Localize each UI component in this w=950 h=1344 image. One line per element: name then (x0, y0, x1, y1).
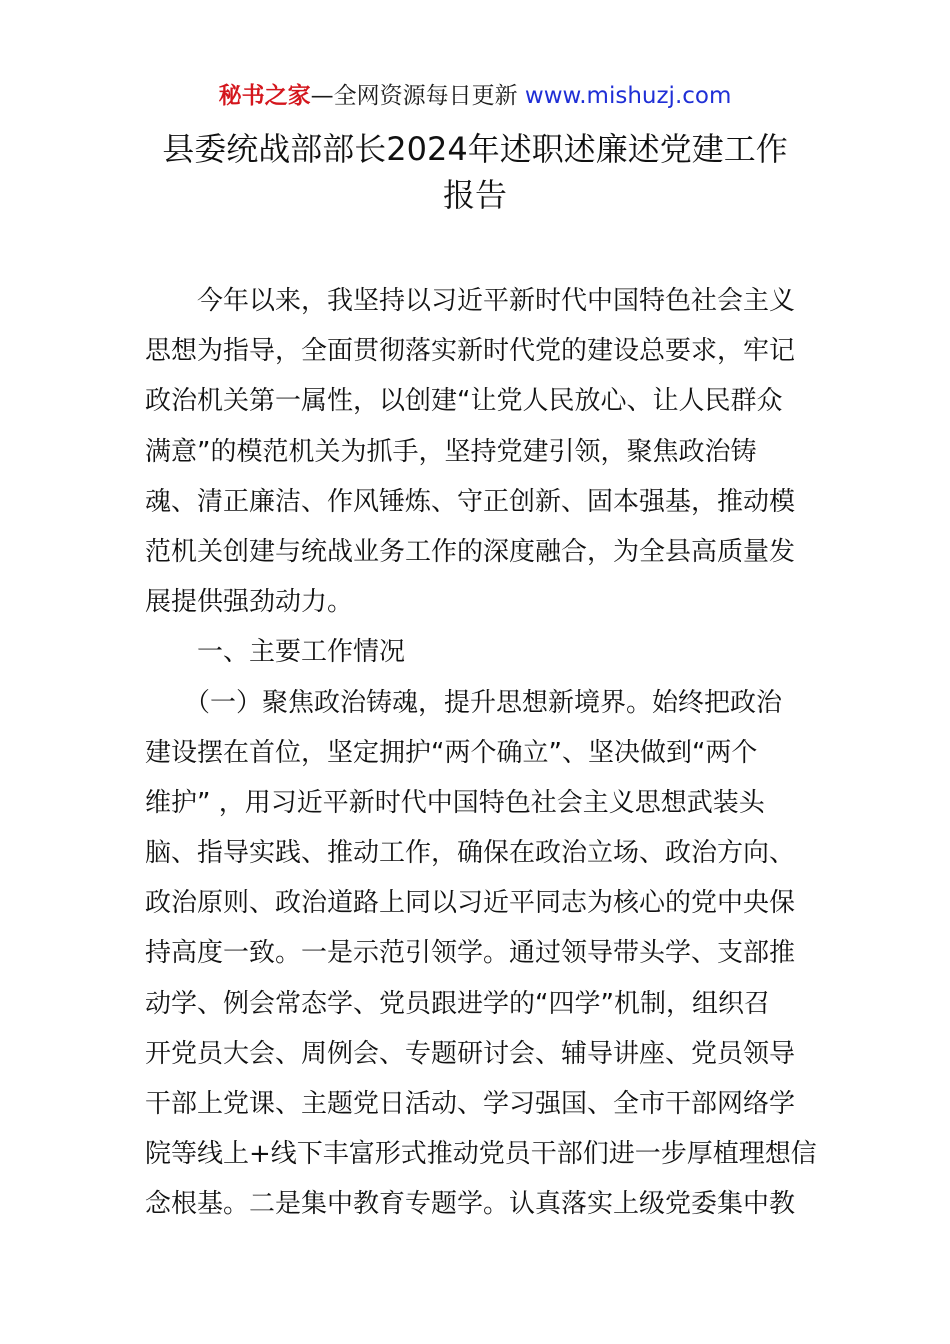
body-line: 干部上党课、主题党日活动、学习强国、全市干部网络学 (145, 1089, 796, 1119)
site-url[interactable]: www.mishuzj.com (524, 83, 732, 109)
brand-name: 秘书之家 (218, 83, 311, 109)
body-line: 满意”的模范机关为抓手，坚持党建引领，聚焦政治铸 (145, 436, 757, 467)
body-line: 政治机关第一属性，以创建“让党人民放心、让人民群众 (145, 386, 783, 417)
body-line: 思想为指导，全面贯彻落实新时代党的建设总要求，牢记 (145, 336, 796, 367)
section-heading: 一、主要工作情况 (145, 637, 406, 668)
body-line: 院等线上+线下丰富形式推动党员干部们进一步厚植理想信 (145, 1139, 817, 1170)
body-line: 展提供强劲动力。 (145, 587, 354, 618)
body-line: （一）聚焦政治铸魂，提升思想新境界。始终把政治 (145, 687, 783, 718)
site-slogan: —全网资源每日更新 (310, 83, 518, 109)
body-line: 魂、清正廉洁、作风锤炼、守正创新、固本强基，推动模 (145, 486, 796, 517)
document-title (100, 126, 850, 218)
body-line: 开党员大会、周例会、专题研讨会、辅导讲座、党员领导 (145, 1038, 796, 1069)
body-line: 范机关创建与统战业务工作的深度融合，为全县高质量发 (145, 536, 796, 567)
body-line: 念根基。二是集中教育专题学。认真落实上级党委集中教 (145, 1189, 796, 1220)
body-line: 建设摆在首位，坚定拥护“两个确立”、坚决做到“两个 (145, 737, 758, 768)
title-line-1: 县委统战部部长2024年述职述廉述党建工作 (162, 130, 788, 168)
title-line-2: 报告 (442, 176, 507, 214)
body-line: 动学、例会常态学、党员跟进学的“四学”机制，组织召 (145, 988, 770, 1019)
body-line: 持高度一致。一是示范引领学。通过领导带头学、支部推 (145, 938, 796, 969)
body-line: 维护” ，用习近平新时代中国特色社会主义思想武装头 (145, 787, 765, 818)
body-line: 今年以来，我坚持以习近平新时代中国特色社会主义 (145, 286, 796, 316)
body-line: 政治原则、政治道路上同以习近平同志为核心的党中央保 (145, 888, 796, 919)
document-body (145, 276, 817, 1230)
body-line: 脑、指导实践、推动工作，确保在政治立场、政治方向、 (145, 838, 796, 869)
site-header (0, 80, 950, 112)
